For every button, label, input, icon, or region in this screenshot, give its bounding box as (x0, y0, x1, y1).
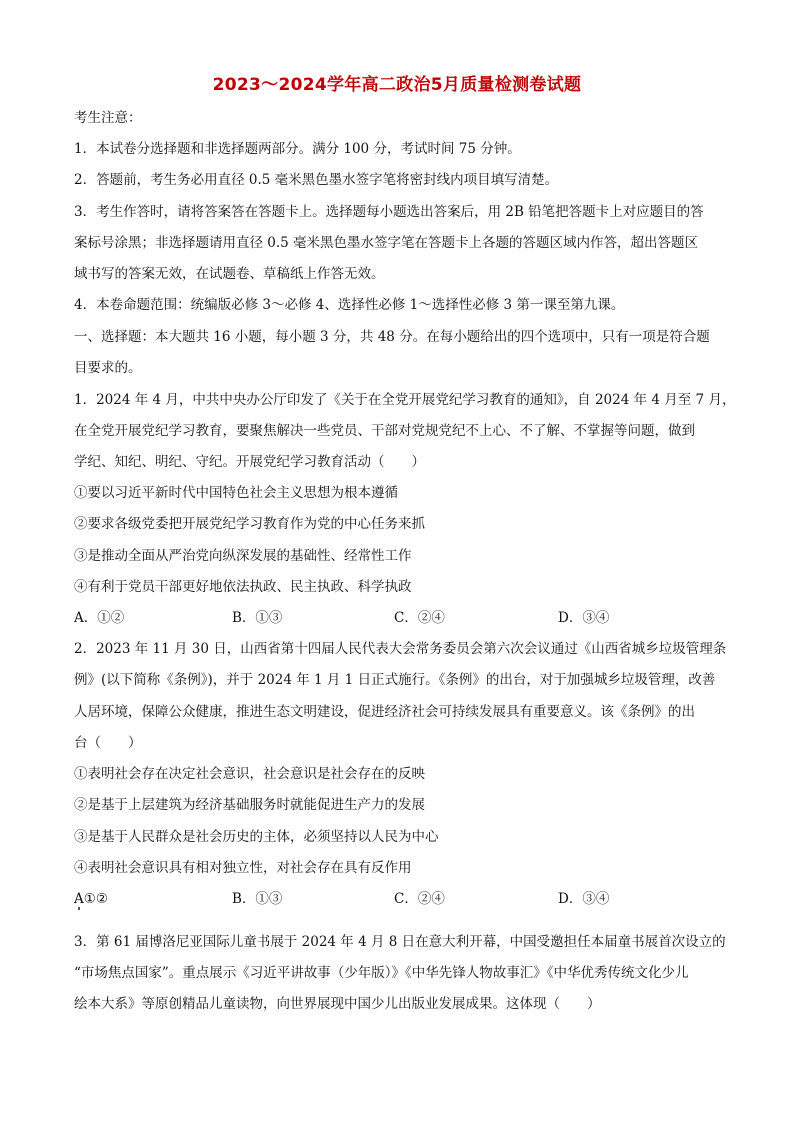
question-2-stem-cont: 台（ ） (74, 735, 142, 751)
scan-mark (78, 907, 80, 910)
question-1-stem: 1．2024 年 4 月，中共中央办公厅印发了《关于在全党开展党纪学习教育的通知》，自 2024 年 4 月至 7 月， (74, 392, 736, 408)
question-1-option-a[interactable]: A．①② (74, 610, 125, 626)
question-1-options (74, 608, 734, 628)
question-1-statement-2: ②要求各级党委把开展党纪学习教育作为党的中心任务来抓 (74, 516, 425, 532)
question-1-stem-cont: 学纪、知纪、明纪、守纪。开展党纪学习教育活动（ ） (74, 454, 425, 470)
question-2-statement-4: ④表明社会意识具有相对独立性，对社会存在具有反作用 (74, 860, 412, 876)
question-1-stem-cont: 在全党开展党纪学习教育，要聚焦解决一些党员、干部对党规党纪不上心、不了解、不掌握等问题，做到 (74, 423, 695, 439)
question-2-statement-3: ③是基于人民群众是社会历史的主体，必须坚持以人民为中心 (74, 829, 439, 845)
question-2-option-d[interactable]: D．③④ (558, 891, 610, 907)
question-1-option-c[interactable]: C．②④ (394, 610, 445, 626)
question-1-option-b[interactable]: B．①③ (232, 610, 283, 626)
question-1-statement-4: ④有利于党员干部更好地依法执政、民主执政、科学执政 (74, 579, 412, 595)
notice-item-3-cont: 域书写的答案无效，在试题卷、草稿纸上作答无效。 (74, 266, 385, 282)
section-heading-cont: 目要求的。 (74, 360, 142, 376)
page-title: 2023～2024学年高二政治5月质量检测卷试题 (212, 75, 582, 95)
section-heading: 一、选择题：本大题共 16 小题，每小题 3 分，共 48 分。在每小题给出的四个选项中，只有一项是符合题 (74, 329, 710, 345)
question-2-stem-cont: 例》(以下简称《条例》)，并于 2024 年 1 月 1 日正式施行。《条例》的出台，对于加强城乡垃圾管理，改善 (74, 672, 716, 688)
question-2-options (74, 889, 734, 909)
notice-item-3: 3．考生作答时，请将答案答在答题卡上。选择题每小题选出答案后，用 2B 铅笔把答题卡上对应题目的答 (74, 204, 704, 220)
question-1-option-d[interactable]: D．③④ (558, 610, 610, 626)
question-2-stem: 2．2023 年 11 月 30 日，山西省第十四届人民代表大会常务委员会第六次会议通过《山西省城乡垃圾管理条 (74, 641, 727, 657)
notice-item-4: 4．本卷命题范围：统编版必修 3～必修 4、选择性必修 1～选择性必修 3 第一课至第九课。 (74, 297, 625, 313)
notice-heading: 考生注意： (74, 110, 142, 126)
question-1-statement-3: ③是推动全面从严治党向纵深发展的基础性、经常性工作 (74, 548, 412, 564)
question-2-stem-cont: 人居环境，保障公众健康，推进生态文明建设，促进经济社会可持续发展具有重要意义。该《条例》的出 (74, 704, 695, 720)
question-3-stem: 3．第 61 届博洛尼亚国际儿童书展于 2024 年 4 月 8 日在意大利开幕，中国受邀担任本届童书展首次设立的 (74, 934, 726, 950)
question-2-statement-2: ②是基于上层建筑为经济基础服务时就能促进生产力的发展 (74, 797, 425, 813)
question-3-stem-cont: “市场焦点国家”。重点展示《习近平讲故事（少年版）》《中华先锋人物故事汇》《中华优秀传统文化少儿 (74, 965, 689, 981)
notice-item-1: 1．本试卷分选择题和非选择题两部分。满分 100 分，考试时间 75 分钟。 (74, 141, 521, 157)
question-2-option-b[interactable]: B．①③ (232, 891, 283, 907)
question-2-option-c[interactable]: C．②④ (394, 891, 445, 907)
question-2-option-a[interactable]: A①② (74, 891, 108, 907)
question-2-statement-1: ①表明社会存在决定社会意识，社会意识是社会存在的反映 (74, 766, 425, 782)
question-3-stem-cont: 绘本大系》等原创精品儿童读物，向世界展现中国少儿出版业发展成果。这体现（ ） (74, 996, 601, 1012)
question-1-statement-1: ①要以习近平新时代中国特色社会主义思想为根本遵循 (74, 485, 398, 501)
notice-item-3-cont: 案标号涂黑；非选择题请用直径 0.5 毫米黑色墨水签字笔在答题卡上各题的答题区域内作答，超出答题区 (74, 235, 699, 251)
notice-item-2: 2．答题前，考生务必用直径 0.5 毫米黑色墨水签字笔将密封线内项目填写清楚。 (74, 172, 559, 188)
